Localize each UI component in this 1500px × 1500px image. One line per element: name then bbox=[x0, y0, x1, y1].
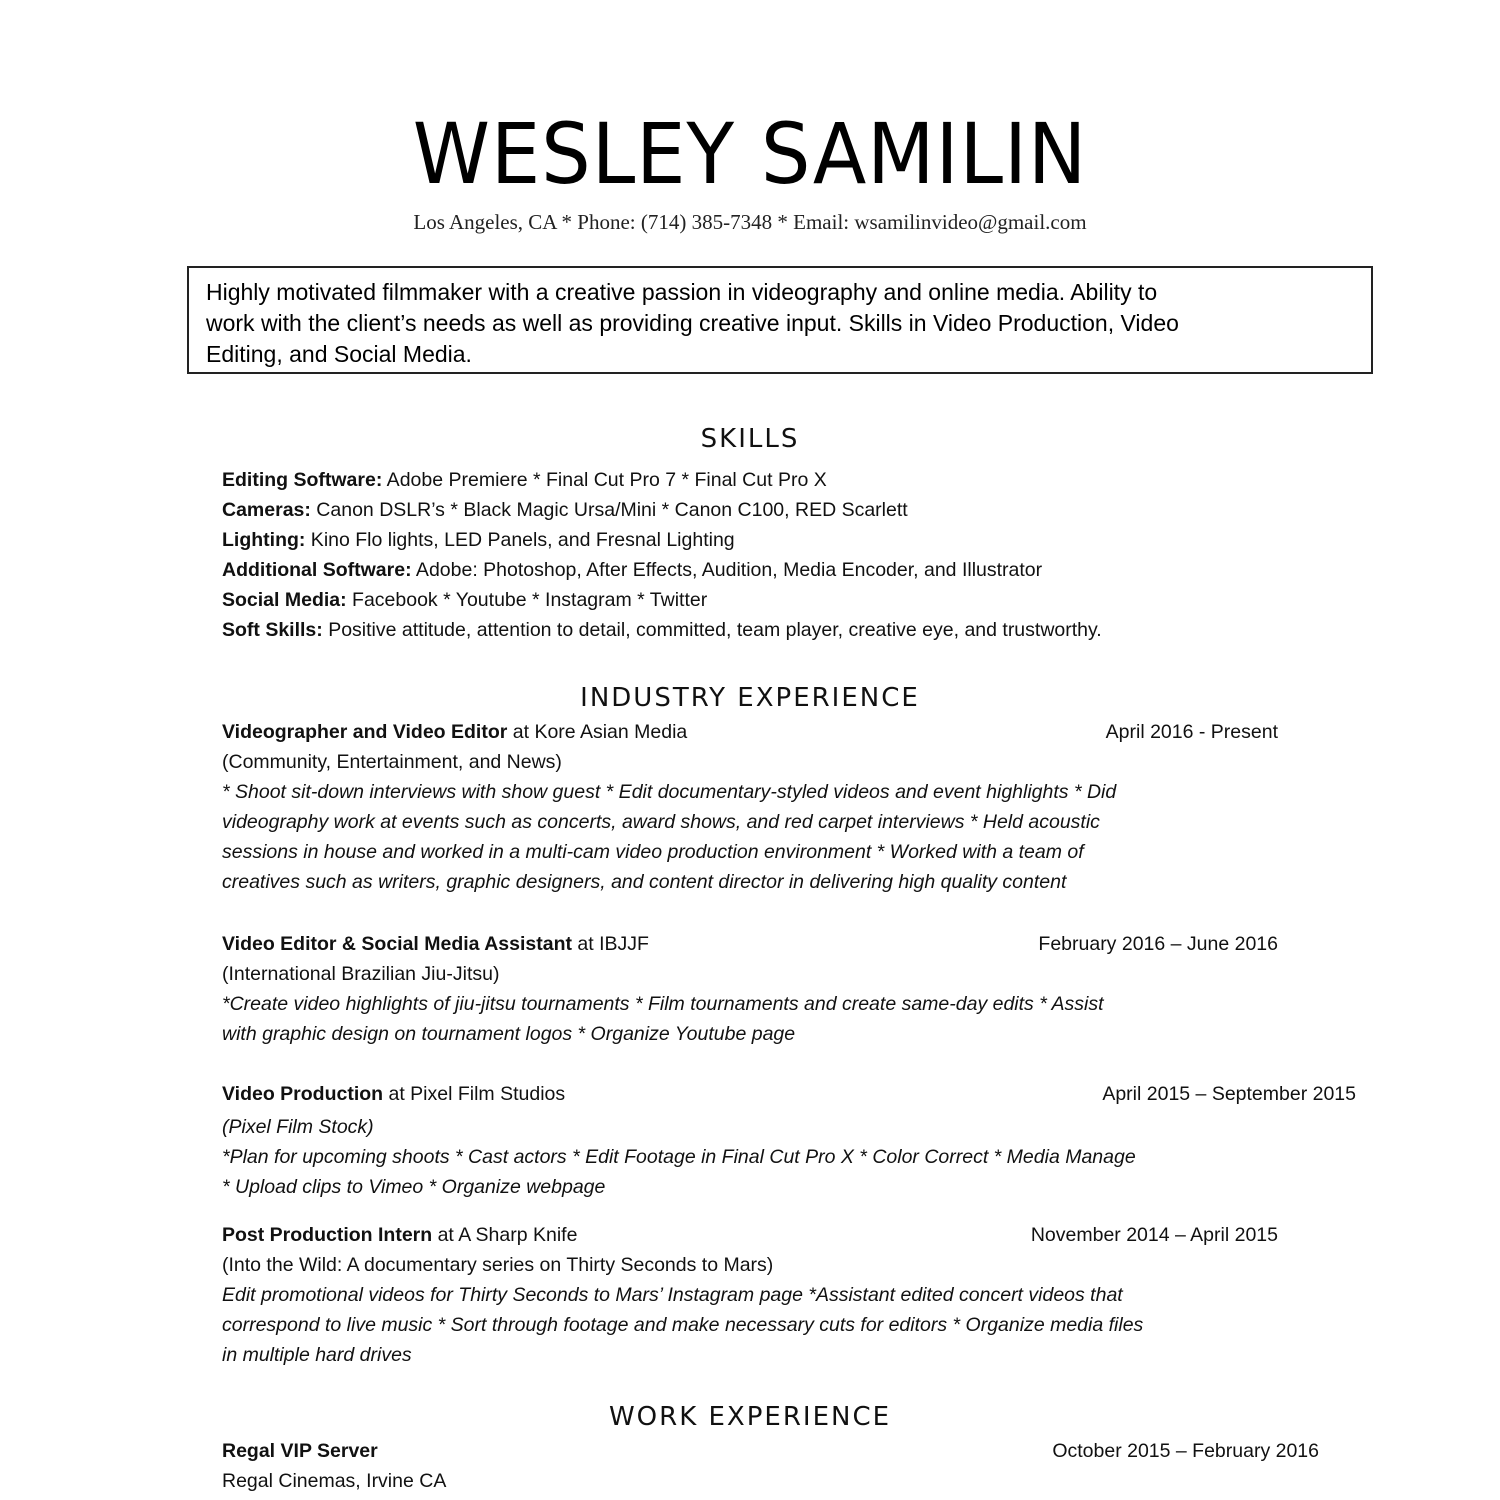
job-date: November 2014 – April 2015 bbox=[1030, 1224, 1278, 1246]
job-description-line: * Shoot sit-down interviews with show guest * Edit documentary-styled videos and event highlights * Did bbox=[222, 781, 1117, 803]
skill-value: Canon DSLR’s * Black Magic Ursa/Mini * Canon C100, RED Scarlett bbox=[310, 499, 908, 521]
skill-label: Additional Software: bbox=[222, 559, 412, 581]
skill-label: Lighting: bbox=[222, 529, 306, 551]
job-date: April 2016 - Present bbox=[1105, 721, 1278, 743]
job-description-line: sessions in house and worked in a multi-cam video production environment * Worked with a team of bbox=[222, 841, 1084, 863]
job-subtitle: (Into the Wild: A documentary series on Thirty Seconds to Mars) bbox=[222, 1254, 774, 1276]
skill-value: Facebook * Youtube * Instagram * Twitter bbox=[346, 589, 708, 611]
skill-value: Adobe Premiere * Final Cut Pro 7 * Final Cut Pro X bbox=[382, 469, 827, 491]
job-title: Regal VIP Server bbox=[222, 1440, 378, 1462]
job-company: at Kore Asian Media bbox=[507, 721, 688, 743]
job-date: February 2016 – June 2016 bbox=[1038, 933, 1278, 955]
job-company: at A Sharp Knife bbox=[432, 1224, 578, 1246]
skill-item bbox=[222, 499, 908, 522]
job-title: Video Editor & Social Media Assistant bbox=[222, 933, 573, 955]
job-company: at IBJJF bbox=[572, 933, 649, 955]
contact-info: Los Angeles, CA * Phone: (714) 385-7348 * Email: wsamilinvideo@gmail.com bbox=[413, 210, 1087, 234]
skill-item bbox=[222, 469, 827, 492]
job-title-line bbox=[222, 721, 687, 744]
skill-item bbox=[222, 529, 735, 552]
skill-value: Positive attitude, attention to detail, committed, team player, creative eye, and trustworthy. bbox=[322, 619, 1102, 641]
job-title-line bbox=[222, 1224, 577, 1247]
job-title-line bbox=[222, 933, 649, 956]
job-description-line: Edit promotional videos for Thirty Seconds to Mars’ Instagram page *Assistant edited concert videos that bbox=[222, 1284, 1123, 1306]
summary-text bbox=[206, 277, 1366, 370]
job-title: Videographer and Video Editor bbox=[222, 721, 508, 743]
skill-item bbox=[222, 589, 707, 612]
job-subtitle: (Community, Entertainment, and News) bbox=[222, 751, 562, 773]
skill-label: Cameras: bbox=[222, 499, 311, 521]
job-date: October 2015 – February 2016 bbox=[1052, 1440, 1319, 1462]
job-title-line bbox=[222, 1083, 565, 1106]
job-subtitle: (Pixel Film Stock) bbox=[222, 1116, 374, 1138]
job-description-line: with graphic design on tournament logos * Organize Youtube page bbox=[222, 1023, 796, 1045]
job-date: April 2015 – September 2015 bbox=[1102, 1083, 1356, 1105]
job-description-line: * Upload clips to Vimeo * Organize webpage bbox=[222, 1176, 606, 1198]
skill-label: Editing Software: bbox=[222, 469, 383, 491]
job-subtitle: Regal Cinemas, Irvine CA bbox=[222, 1470, 447, 1492]
summary-line: Editing, and Social Media. bbox=[206, 341, 472, 367]
summary-line: work with the client’s needs as well as providing creative input. Skills in Video Production, Video bbox=[206, 310, 1179, 336]
work-heading: WORK EXPERIENCE bbox=[608, 1402, 892, 1432]
skills-heading: SKILLS bbox=[700, 424, 800, 454]
job-description-line: creatives such as writers, graphic designers, and content director in delivering high quality content bbox=[222, 871, 1067, 893]
skill-label: Social Media: bbox=[222, 589, 347, 611]
job-description-line: in multiple hard drives bbox=[222, 1344, 412, 1366]
job-subtitle: (International Brazilian Jiu-Jitsu) bbox=[222, 963, 500, 985]
job-company: at Pixel Film Studios bbox=[383, 1083, 566, 1105]
industry-heading: INDUSTRY EXPERIENCE bbox=[580, 683, 920, 713]
job-description-line: *Create video highlights of jiu-jitsu tournaments * Film tournaments and create same-day edits * Assist bbox=[222, 993, 1104, 1015]
job-description-line: correspond to live music * Sort through footage and make necessary cuts for editors * Organize media files bbox=[222, 1314, 1144, 1336]
job-title: Post Production Intern bbox=[222, 1224, 433, 1246]
skill-item bbox=[222, 559, 1042, 582]
candidate-name: WESLEY SAMILIN bbox=[412, 105, 1088, 203]
summary-line: Highly motivated filmmaker with a creative passion in videography and online media. Ability to bbox=[206, 279, 1158, 305]
job-title: Video Production bbox=[222, 1083, 384, 1105]
skill-value: Kino Flo lights, LED Panels, and Fresnal Lighting bbox=[305, 529, 735, 551]
job-description-line: videography work at events such as concerts, award shows, and red carpet interviews * Held acoustic bbox=[222, 811, 1100, 833]
skill-value: Adobe: Photoshop, After Effects, Audition, Media Encoder, and Illustrator bbox=[411, 559, 1043, 581]
job-description-line: *Plan for upcoming shoots * Cast actors * Edit Footage in Final Cut Pro X * Color Correct * Media Manage bbox=[222, 1146, 1136, 1168]
work-title-line bbox=[222, 1440, 378, 1463]
skill-item bbox=[222, 619, 1102, 642]
skill-label: Soft Skills: bbox=[222, 619, 323, 641]
